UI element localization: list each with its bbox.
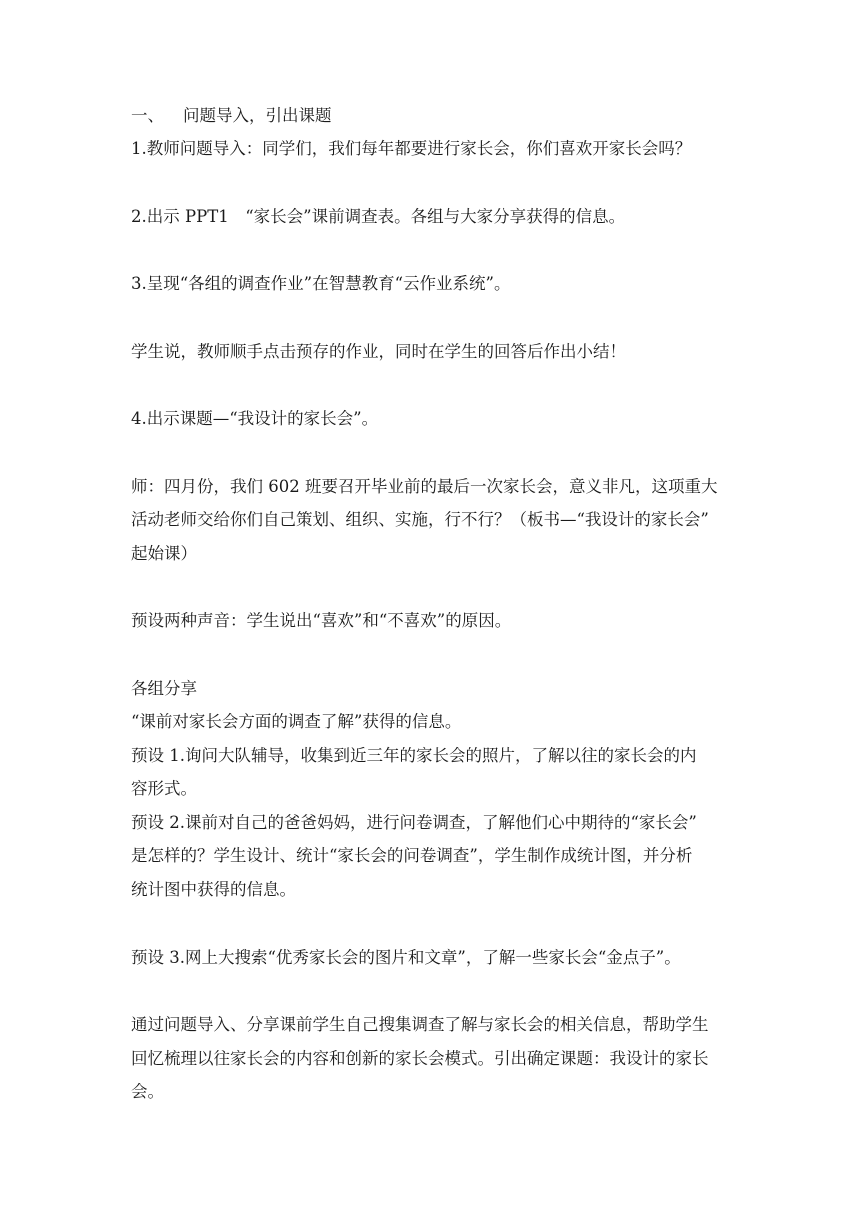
paragraph-line: 会。	[131, 1082, 164, 1101]
section-number: 一、	[131, 106, 164, 125]
paragraph-line: 3.呈现“各组的调查作业”在智慧教育“云作业系统”。	[131, 274, 511, 293]
paragraph-line: 学生说，教师顺手点击预存的作业，同时在学生的回答后作出小结！	[131, 342, 626, 361]
section-title: 问题导入，引出课题	[183, 106, 332, 125]
paragraph-line: 回忆梳理以往家长会的内容和创新的家长会模式。引出确定课题：我设计的家长	[131, 1049, 709, 1068]
paragraph-line: 4.出示课题—“我设计的家长会”。	[131, 409, 379, 428]
paragraph-line: 预设 1.询问大队辅导，收集到近三年的家长会的照片，了解以往的家长会的内	[131, 746, 697, 765]
paragraph-line: 容形式。	[131, 779, 197, 798]
paragraph-line: 起始课）	[131, 544, 197, 563]
paragraph-line: 是怎样的？学生设计、统计“家长会的问卷调查”，学生制作成统计图，并分析	[131, 846, 693, 865]
paragraph-line: 统计图中获得的信息。	[131, 880, 296, 899]
section-heading	[131, 106, 731, 126]
paragraph-line: 通过问题导入、分享课前学生自己搜集调查了解与家长会的相关信息，帮助学生	[131, 1015, 709, 1034]
paragraph-line: 预设 3.网上大搜索“优秀家长会的图片和文章”，了解一些家长会“金点子”。	[131, 948, 681, 967]
paragraph-line: 预设 2.课前对自己的爸爸妈妈，进行问卷调查，了解他们心中期待的“家长会”	[131, 813, 697, 832]
paragraph-line: 预设两种声音：学生说出“喜欢”和“不喜欢”的原因。	[131, 611, 512, 630]
paragraph-line: 1.教师问题导入：同学们，我们每年都要进行家长会，你们喜欢开家长会吗？	[131, 139, 692, 158]
paragraph-line: 活动老师交给你们自己策划、组织、实施，行不行？（板书—“我设计的家长会”	[131, 510, 709, 529]
paragraph-line: 各组分享	[131, 679, 197, 698]
paragraph-line: 2.出示 PPT1 “家长会”课前调查表。各组与大家分享获得的信息。	[131, 207, 626, 226]
paragraph-line: “课前对家长会方面的调查了解”获得的信息。	[131, 712, 462, 731]
paragraph-line: 师：四月份，我们 602 班要召开毕业前的最后一次家长会，意义非凡，这项重大	[131, 477, 718, 496]
